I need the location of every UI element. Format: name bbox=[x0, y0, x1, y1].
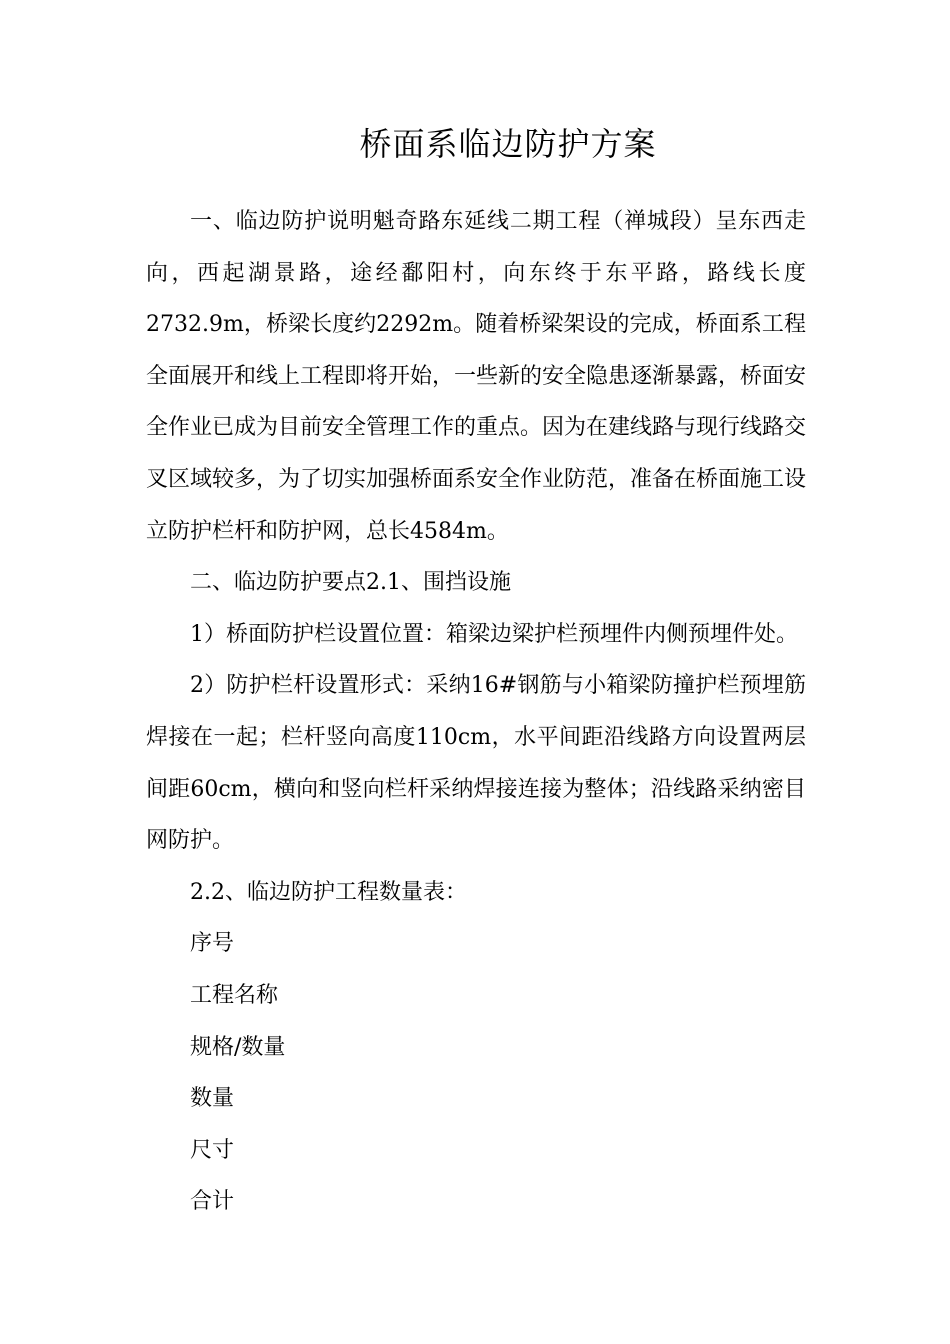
table-header-quantity: 数量 bbox=[190, 1086, 235, 1112]
table-header-name: 工程名称 bbox=[190, 982, 279, 1008]
paragraph-section-1: 一、临边防护说明魁奇路东延线二期工程（禅城段）呈东西走向，西起湖景路，途经鄱阳村，向东终于东平路，路线长度2732.9m，桥梁长度约2292m。随着桥梁架设的完成，桥面系工程全面展开和线上工程即将开始，一些新的安全隐患逐渐暴露，桥面安全作业已成为目前安全管理工作的重点。因为在建线路与现行线路交叉区域较多，为了切实加强桥面系安全作业防范，准备在桥面施工设立防护栏杆和防护网，总长4584m。 bbox=[146, 209, 807, 544]
table-header-size: 尺寸 bbox=[190, 1137, 235, 1163]
table-header-total: 合计 bbox=[190, 1189, 235, 1215]
table-header-index: 序号 bbox=[190, 931, 235, 957]
paragraph-table-caption: 2.2、临边防护工程数量表： bbox=[190, 879, 467, 905]
paragraph-item-2: 2）防护栏杆设置形式：采纳16#钢筋与小箱梁防撞护栏预埋筋焊接在一起；栏杆竖向高度110cm，水平间距沿线路方向设置两层间距60cm，横向和竖向栏杆采纳焊接连接为整体；沿线路采纳密目网防护。 bbox=[146, 673, 806, 854]
document-body bbox=[146, 196, 806, 1228]
table-header-spec: 规格/数量 bbox=[190, 1034, 286, 1060]
document-title: 桥面系临边防护方案 bbox=[359, 125, 657, 163]
paragraph-item-1: 1）桥面防护栏设置位置：箱梁边梁护栏预埋件内侧预埋件处。 bbox=[190, 621, 798, 647]
paragraph-section-2: 二、临边防护要点2.1、围挡设施 bbox=[190, 570, 511, 596]
quantity-table-headers bbox=[146, 918, 806, 1228]
